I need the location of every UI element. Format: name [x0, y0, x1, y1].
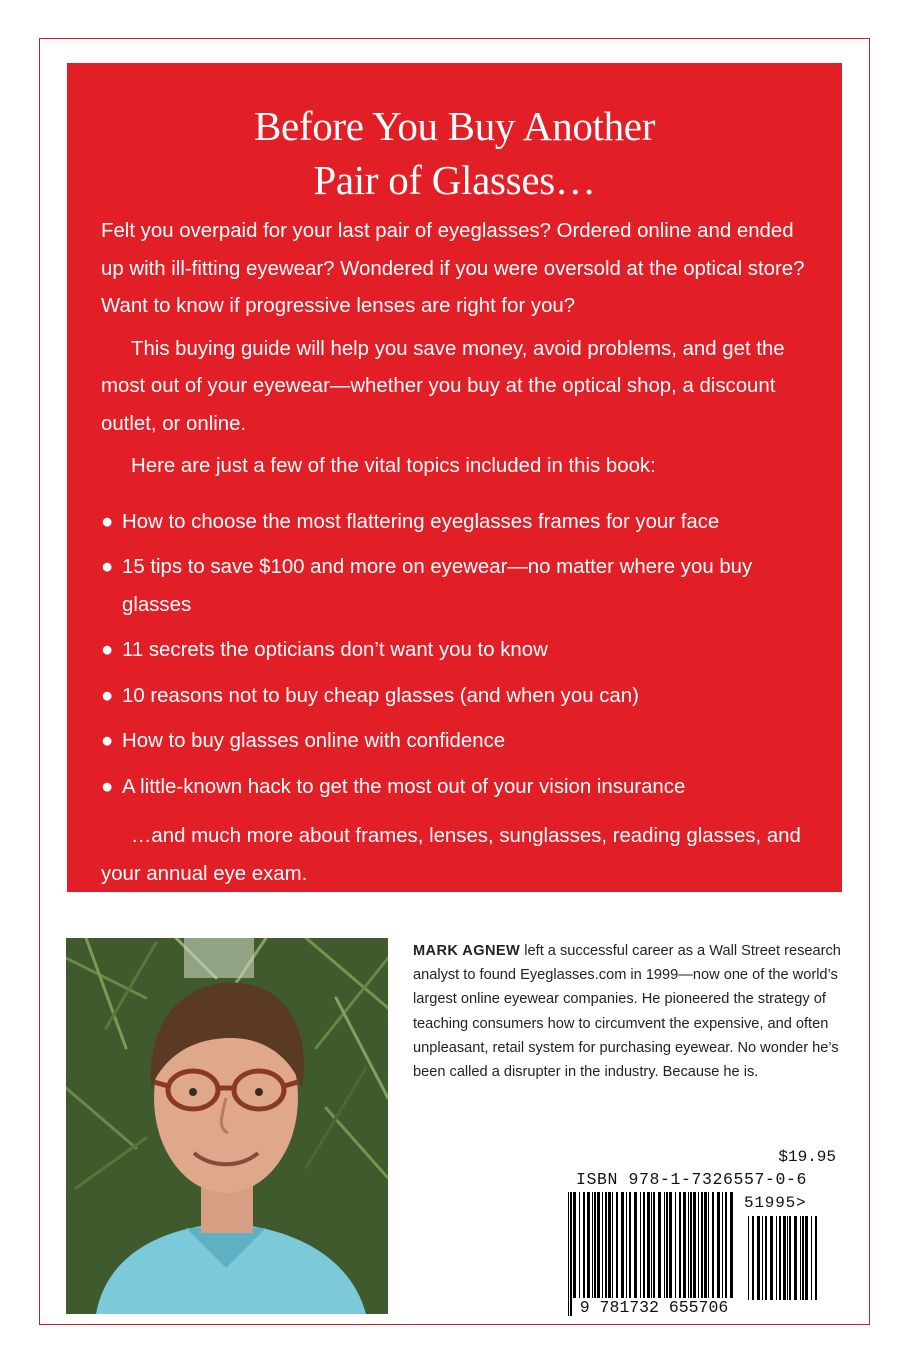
barcode-bar: [802, 1216, 804, 1300]
barcode-bar: [783, 1216, 786, 1300]
barcode-bar: [805, 1216, 808, 1300]
barcode-bar: [787, 1216, 788, 1300]
barcode-bar: [634, 1192, 637, 1300]
guide-paragraph: This buying guide will help you save money, avoid problems, and get the most out of your eyewear—whether you buy at the optical shop, a discount outlet, or online.: [101, 337, 785, 435]
barcode-bar: [698, 1192, 699, 1300]
barcode-bar: [573, 1192, 576, 1300]
bullet-icon: ●: [101, 684, 114, 707]
list-item: [101, 769, 814, 807]
barcode-bar: [704, 1192, 707, 1300]
barcode-bar: [626, 1192, 627, 1300]
intro-paragraph: Felt you overpaid for your last pair of eyeglasses? Ordered online and ended up with ill-fitting eyewear? Wondered if you were oversold at the optical store? Want to know if progressive lenses are right for you?: [101, 220, 805, 317]
barcode-bar: [701, 1192, 703, 1300]
headline-line-2: Pair of Glasses…: [313, 157, 596, 203]
barcode-bar: [629, 1192, 631, 1300]
barcode-bar: [666, 1192, 668, 1300]
list-item: [101, 632, 814, 670]
price-addon-bars: [746, 1216, 822, 1316]
barcode-bar: [688, 1192, 689, 1300]
barcode-bar: [568, 1192, 569, 1316]
topic-text: 10 reasons not to buy cheap glasses (and when you can): [122, 684, 639, 707]
barcode-bar: [583, 1192, 585, 1300]
barcode-bar: [693, 1192, 696, 1300]
barcode-bar: [602, 1192, 603, 1300]
barcode-addon-number: 51995>: [744, 1194, 807, 1212]
barcode-bar: [651, 1192, 652, 1300]
bullet-icon: ●: [101, 639, 114, 661]
list-item: [101, 723, 814, 761]
barcode-bar: [640, 1192, 641, 1300]
barcode-bar: [717, 1192, 720, 1300]
bullet-icon: ●: [101, 510, 114, 533]
topic-text: How to choose the most flattering eyeglasses frames for your face: [122, 510, 720, 533]
price-label: $19.95: [778, 1148, 836, 1166]
barcode-bar: [690, 1192, 692, 1300]
isbn-label: ISBN 978-1-7326557-0-6: [576, 1170, 808, 1189]
headline-line-1: Before You Buy Another: [253, 103, 656, 149]
closing-paragraph: …and much more about frames, lenses, sunglasses, reading glasses, and your annual eye exam.: [101, 825, 801, 885]
barcode-bar: [675, 1192, 676, 1300]
barcode-bar: [811, 1216, 812, 1300]
barcode-bar: [762, 1216, 763, 1300]
barcode-bar: [594, 1192, 596, 1300]
barcode-bar: [752, 1216, 754, 1300]
barcode-bar: [765, 1216, 767, 1300]
bullet-icon: ●: [101, 730, 114, 752]
barcode-bar: [779, 1216, 781, 1300]
description-body: [101, 213, 814, 893]
barcode-bar: [770, 1216, 773, 1300]
bullet-icon: ●: [101, 775, 114, 798]
barcode-bar: [683, 1192, 686, 1300]
barcode-bar: [647, 1192, 650, 1300]
topics-list: [101, 504, 814, 807]
barcode-bar: [679, 1192, 681, 1300]
author-photo: [66, 938, 388, 1314]
barcode-bar: [643, 1192, 645, 1300]
topic-text: How to buy glasses online with confidence: [122, 730, 506, 752]
barcode-bar: [725, 1192, 727, 1300]
barcode-bar: [776, 1216, 777, 1300]
list-item: [101, 549, 814, 624]
barcode-bar: [708, 1192, 709, 1300]
barcode-bar: [621, 1192, 624, 1300]
barcode-bar: [612, 1192, 613, 1300]
barcode-bar: [794, 1216, 797, 1300]
barcode-bar: [587, 1192, 590, 1300]
barcode-bar: [800, 1216, 801, 1300]
barcode-bar: [608, 1192, 611, 1300]
barcode-bar: [570, 1192, 572, 1316]
red-description-panel: [67, 63, 842, 892]
barcode-bar: [789, 1216, 791, 1300]
barcode-bar: [712, 1192, 714, 1300]
barcode-bar: [579, 1192, 580, 1300]
barcode-bar: [748, 1216, 749, 1300]
author-bio-text: left a successful career as a Wall Street research analyst to found Eyeglasses.com in 1999—now one of the world’s largest online eyewear companies. He pioneered the strategy of teaching consumers how to circumvent the expensive, and often unpleasant, retail system for purchasing eyewear. No wonder he’s been called a disrupter in the industry. Because he is.: [413, 943, 841, 1081]
topic-text: 11 secrets the opticians don’t want you to know: [122, 639, 548, 661]
barcode-bar: [605, 1192, 607, 1300]
topic-text: 15 tips to save $100 and more on eyewear—no matter where you buy glasses: [122, 556, 753, 616]
topic-text: A little-known hack to get the most out of your vision insurance: [122, 775, 686, 798]
barcode-bar: [722, 1192, 723, 1300]
bullet-icon: ●: [101, 556, 114, 578]
barcode-digits: 9 781732 655706: [573, 1298, 735, 1317]
headline: [67, 99, 842, 207]
barcode-bar: [616, 1192, 618, 1300]
list-item: [101, 504, 814, 542]
barcode-bar: [669, 1192, 672, 1300]
barcode-bar: [815, 1216, 817, 1300]
barcode-bar: [664, 1192, 665, 1300]
barcode-bar: [592, 1192, 593, 1300]
author-bio: [413, 939, 853, 1084]
list-item: [101, 678, 814, 716]
author-name: MARK AGNEW: [413, 943, 521, 959]
topics-lead: Here are just a few of the vital topics included in this book:: [131, 455, 656, 477]
barcode-bar: [597, 1192, 600, 1300]
barcode-bar: [757, 1216, 760, 1300]
